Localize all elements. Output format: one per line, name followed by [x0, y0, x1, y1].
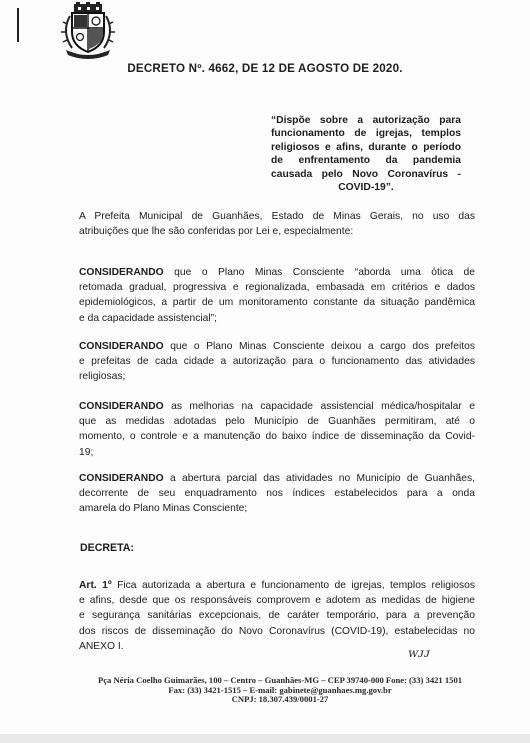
- considerando-keyword: CONSIDERANDO: [79, 401, 164, 412]
- paragraph-line: retomada gradual, progressiva e regionalizada, embasada em critérios e dados: [79, 282, 475, 294]
- paragraph-text: que o Plano Minas Consciente deixou a cargo dos prefeitos: [163, 341, 475, 352]
- considerando-paragraph-3: [79, 399, 475, 460]
- paragraph-line: [79, 399, 475, 414]
- article-1-paragraph: [79, 578, 475, 654]
- summary-line: de enfrentamento da pandemia: [271, 155, 461, 167]
- decree-title: DECRETO Nº. 4662, DE 12 DE AGOSTO DE 2020.: [127, 62, 403, 75]
- paragraph-text: que o Plano Minas Consciente “aborda uma ótica de: [163, 267, 475, 278]
- paragraph-line: epidemiológicos, a partir de um monitoramento constante da situação pandêmica: [79, 297, 475, 309]
- footer-line: Fax: (33) 3421-1515 – E-mail: gabinete@guanhaes.mg.gov.br: [168, 684, 392, 695]
- footer-line: CNPJ: 18.307.439/0001-27: [231, 694, 329, 705]
- considerando-keyword: CONSIDERANDO: [79, 341, 164, 352]
- considerando-paragraph-1: [79, 265, 475, 326]
- footer-address: [60, 676, 500, 705]
- paragraph-line: e da capacidade assistencial”;: [79, 312, 217, 324]
- preamble-line: atribuições que lhe são conferidas por Lei e, especialmente:: [79, 226, 354, 238]
- paragraph-line: dos riscos de disseminação do Novo Coronavírus (COVID-19), estabelecidas no: [79, 625, 475, 637]
- handwritten-initials: ᴡᴊᴊ: [408, 646, 431, 660]
- considerando-paragraph-4: [79, 471, 475, 517]
- summary-line: COVID-19”.: [338, 182, 394, 194]
- paragraph-line: [79, 265, 475, 280]
- paragraph-line: [79, 578, 475, 593]
- paragraph-text: a abertura parcial das atividades no Município de Guanhães,: [163, 473, 475, 484]
- paragraph-line: e afins, desde que os responsáveis comprovem e adotem as medidas de higiene: [79, 595, 475, 607]
- paragraph-line: amarela do Plano Minas Consciente;: [79, 503, 248, 515]
- left-margin-rule: [17, 8, 19, 42]
- considerando-paragraph-2: [79, 339, 475, 385]
- considerando-keyword: CONSIDERANDO: [79, 473, 164, 484]
- municipal-coat-of-arms-icon: [58, 2, 118, 60]
- paragraph-line: religiosas;: [79, 371, 126, 383]
- decree-summary: [271, 114, 461, 194]
- paragraph-line: e segurança sanitárias excepcionais, de caráter temporário, para a prevenção: [79, 610, 475, 622]
- paragraph-line: momento, o controle e a manutenção do baixo índice de disseminação da Covid-: [79, 431, 475, 443]
- decreta-heading: DECRETA:: [80, 542, 134, 554]
- summary-line: “Dispõe sobre a autorização para: [271, 115, 461, 126]
- paragraph-text: as melhorias na capacidade assistencial médica/hospitalar e: [163, 401, 475, 412]
- paragraph-line: que as medidas adotadas pelo Município de Guanhães permitiram, até o: [79, 416, 475, 428]
- preamble-paragraph: [79, 209, 475, 239]
- footer-line: Pça Néria Coelho Guimarães, 100 – Centro – Guanhães-MG – CEP 39740-000 Fone: (33) 3421 1501: [97, 675, 463, 685]
- preamble-line: A Prefeita Municipal de Guanhães, Estado de Minas Gerais, no uso das: [79, 211, 475, 222]
- paragraph-line: ANEXO I.: [79, 640, 124, 652]
- article-label: Art. 1º: [79, 580, 112, 591]
- paragraph-line: e prefeitas de cada cidade a autorização para o funcionamento das atividades: [79, 356, 475, 368]
- summary-line: religiosos e afins, durante o período: [271, 141, 461, 153]
- paragraph-text: Fica autorizada a abertura e funcionamento de igrejas, templos religiosos: [111, 580, 475, 591]
- summary-line: funcionamento de igrejas, templos: [271, 128, 461, 140]
- scan-bottom-edge: [0, 734, 530, 743]
- paragraph-line: [79, 339, 475, 354]
- summary-line: causada pelo Novo Coronavírus -: [271, 168, 461, 180]
- paragraph-line: [79, 471, 475, 486]
- paragraph-line: 19;: [79, 446, 94, 458]
- paragraph-line: decorrente de seu enquadramento nos índices estabelecidos para a onda: [79, 488, 475, 500]
- considerando-keyword: CONSIDERANDO: [79, 267, 164, 278]
